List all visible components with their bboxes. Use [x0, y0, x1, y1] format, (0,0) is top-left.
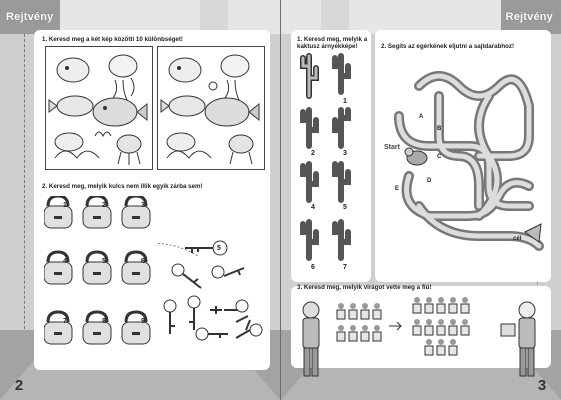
lock-number-6: 6: [141, 258, 145, 265]
puzzle2-prompt: 2. Keresd meg, melyik kulcs nem illik egyik zárba sem!: [42, 183, 203, 190]
lock-number-9: 9: [141, 318, 145, 325]
shadow-number-6: 6: [311, 264, 315, 271]
flower-art: [293, 292, 549, 392]
left-page-title: Rejtvény: [6, 11, 54, 23]
left-page-number: 2: [14, 377, 24, 394]
cactus-prompt-line2: kaktusz árnyékképe!: [297, 43, 358, 50]
maze-label-c: C: [437, 154, 442, 160]
maze-label-b: B: [437, 126, 442, 132]
lock-number-5: 5: [102, 258, 106, 265]
lock-number-2: 2: [102, 202, 106, 209]
puzzle1-prompt: 1. Keresd meg a két kép közötti 10 különbséget!: [42, 36, 183, 43]
maze-label-e: E: [395, 186, 400, 192]
flower-prompt: 3. Keresd meg, melyik virágot vette meg a fiú!: [297, 284, 432, 291]
lock-number-1: 1: [63, 202, 67, 209]
shadow-number-2: 2: [311, 150, 315, 157]
maze-goal-label: cél: [513, 236, 522, 242]
right-page-title: Rejtvény: [505, 11, 553, 23]
lock-number-8: 8: [102, 318, 106, 325]
lock-number-4: 4: [63, 258, 67, 265]
left-page: [0, 0, 280, 400]
shadow-number-1: 1: [343, 98, 347, 105]
keys-art: [158, 236, 268, 346]
lock-number-7: 7: [63, 318, 67, 325]
shadow-number-5: 5: [343, 204, 347, 211]
spot-difference-image-right: [157, 46, 265, 170]
shadow-number-7: 7: [343, 264, 347, 271]
cactus-prompt-line1: 1. Keresd meg, melyik a: [297, 36, 368, 43]
right-page-number: 3: [537, 377, 547, 394]
highlighted-key-number: 5: [217, 245, 221, 252]
shadow-number-4: 4: [311, 204, 315, 211]
cactus-art: [295, 52, 367, 272]
maze-art: [379, 56, 547, 256]
maze-label-d: D: [427, 178, 432, 184]
shadow-number-3: 3: [343, 150, 347, 157]
maze-prompt: 2. Segíts az egérkének eljutni a sajtdarabhoz!: [381, 43, 515, 50]
left-margin-guide: [24, 34, 25, 334]
locks-grid: [44, 196, 154, 336]
locks-art: [44, 196, 154, 346]
left-header-stripe: [200, 0, 228, 34]
right-page: [281, 0, 561, 400]
maze-start-label: Start: [384, 144, 400, 151]
maze-label-a: A: [419, 114, 424, 120]
lock-number-3: 3: [141, 202, 145, 209]
right-header-stripe: [321, 0, 349, 34]
spot-difference-image-left: [45, 46, 153, 170]
